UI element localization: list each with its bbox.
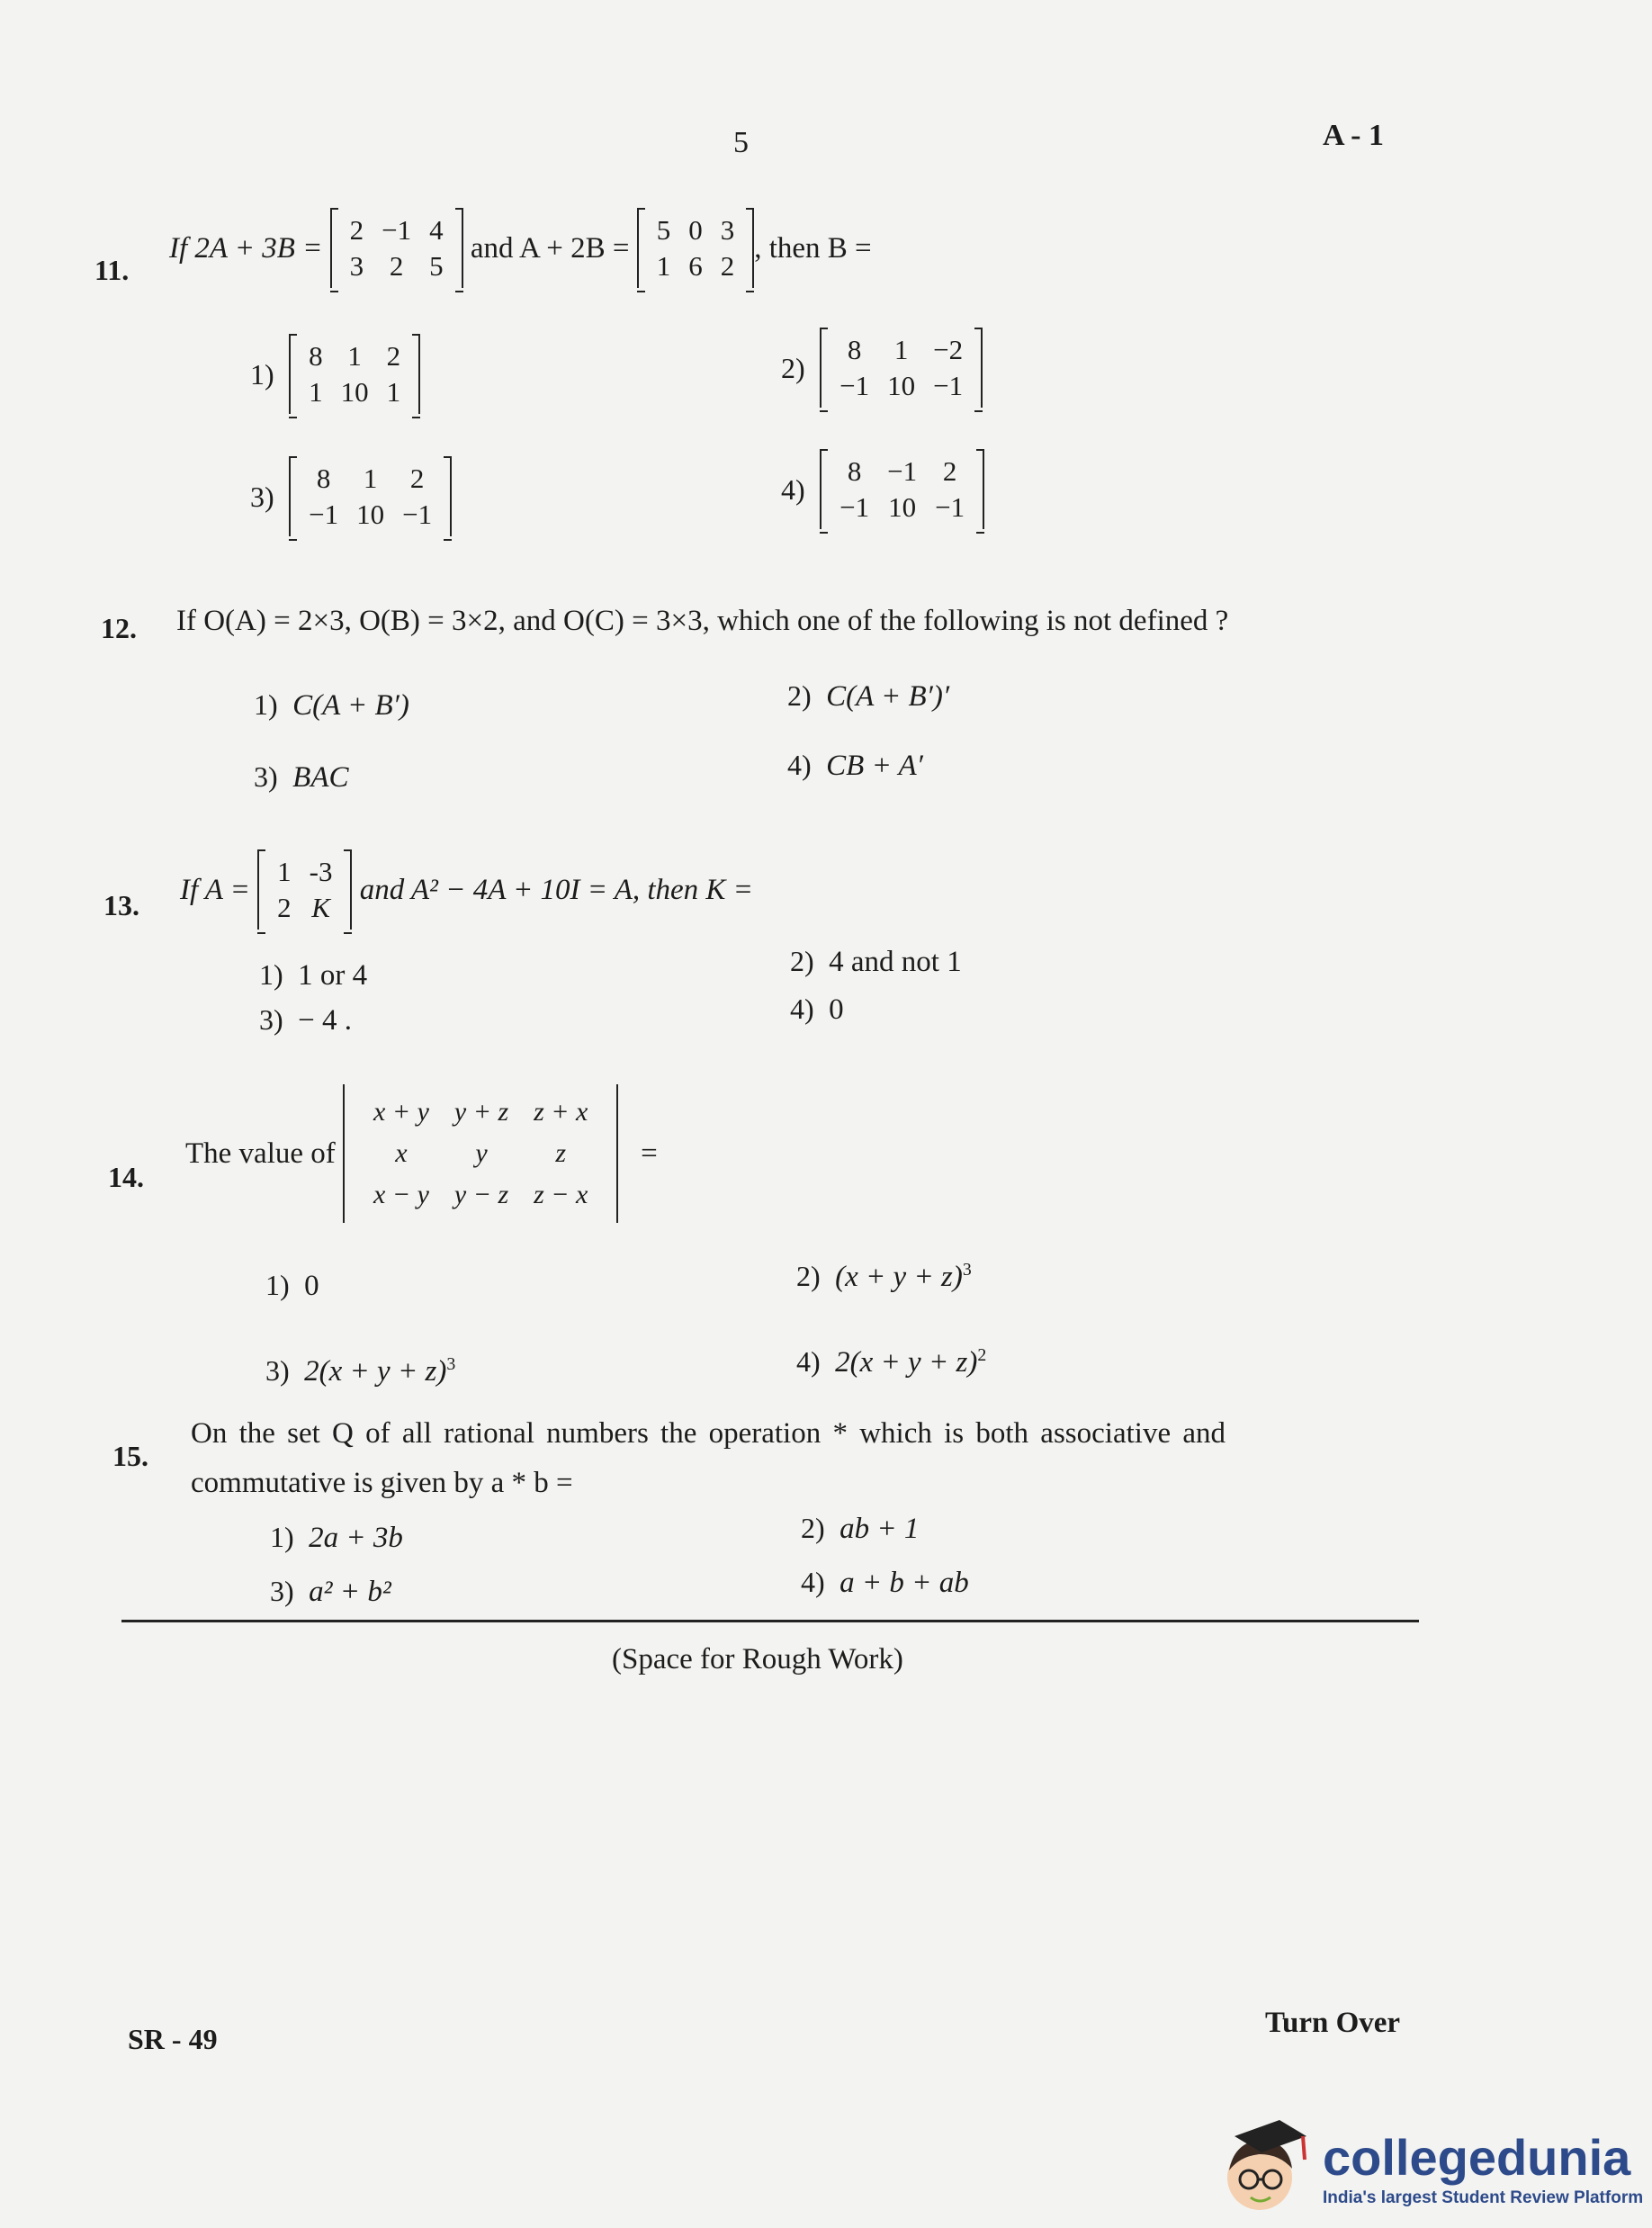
option: 3) BAC — [254, 760, 349, 794]
matrix: 5 0 3 1 6 2 — [637, 209, 755, 288]
determinant: x + y y + z z + x x y z x − y y − z z − x — [343, 1084, 618, 1223]
question-number: 12. — [101, 612, 137, 644]
option: 1) 2a + 3b — [270, 1521, 403, 1554]
rough-work-label: (Space for Rough Work) — [612, 1643, 903, 1675]
matrix: 8 1 2 1 10 1 — [289, 335, 420, 414]
q11-pre: If 2A + 3B = — [169, 231, 323, 265]
option: 4) CB + A′ — [787, 749, 923, 782]
logo-tagline: India's largest Student Review Platform — [1323, 2188, 1644, 2207]
matrix: 8 −1 2 −1 10 −1 — [820, 450, 984, 529]
question-15-stem-line1: On the set Q of all rational numbers the operation * which is both associative and — [191, 1417, 1226, 1450]
divider — [121, 1620, 1419, 1622]
option: 1) 1 or 4 — [259, 958, 368, 992]
option: 3) − 4 . — [259, 1003, 353, 1037]
option: 2) ab + 1 — [801, 1512, 920, 1545]
matrix: 8 1 2 −1 10 −1 — [289, 457, 452, 536]
option: 1) C(A + B′) — [254, 688, 409, 722]
paper-code: A - 1 — [1323, 119, 1384, 152]
q11-post: , then B = — [754, 231, 872, 265]
page-number: 5 — [733, 126, 749, 159]
turn-over-label: Turn Over — [1265, 2007, 1401, 2039]
option: 1) 0 — [265, 1269, 319, 1302]
option: 2) 4 and not 1 — [790, 945, 962, 978]
option: 2) C(A + B′)′ — [787, 679, 950, 713]
question-number: 13. — [103, 889, 139, 921]
option: 3) a² + b² — [270, 1575, 391, 1608]
option: 4) $2(x + y + z)^2$ — [796, 1345, 987, 1379]
question-12-stem: If O(A) = 2×3, O(B) = 3×2, and O(C) = 3×3, which one of the following is not defined ? — [176, 605, 1229, 637]
question-11-stem — [169, 209, 872, 288]
mascot-logo-icon — [1217, 2115, 1315, 2218]
option: 3) 8 1 2 −1 10 −1 — [250, 457, 452, 536]
matrix: 2 −1 4 3 2 5 — [330, 209, 463, 288]
question-15-stem-line2: commutative is given by a * b = — [191, 1467, 573, 1499]
series-code: SR - 49 — [128, 2023, 218, 2055]
question-number: 11. — [94, 254, 130, 286]
matrix: 8 1 −2 −1 10 −1 — [820, 328, 983, 408]
logo-name: collegedunia — [1323, 2129, 1631, 2186]
option: 2) $(x + y + z)^3$ — [796, 1260, 972, 1293]
option: 3) $2(x + y + z)^3$ — [265, 1354, 456, 1388]
option: 2) 8 1 −2 −1 10 −1 — [781, 328, 983, 408]
q11-mid: and A + 2B = — [470, 231, 630, 265]
option: 4) a + b + ab — [801, 1566, 969, 1599]
matrix: 1 -3 2 K — [257, 850, 352, 930]
option: 1) 8 1 2 1 10 1 — [250, 335, 420, 414]
question-13-stem: If A = 1 -3 2 K and A² − 4A + 10I = A, then K = — [180, 850, 753, 930]
question-14-stem: The value of x + y y + z z + x x y z x − y y − z z − x = — [185, 1084, 658, 1223]
option: 4) 0 — [790, 993, 844, 1026]
question-number: 14. — [108, 1161, 144, 1193]
question-number: 15. — [112, 1440, 148, 1472]
option: 4) 8 −1 2 −1 10 −1 — [781, 450, 984, 529]
